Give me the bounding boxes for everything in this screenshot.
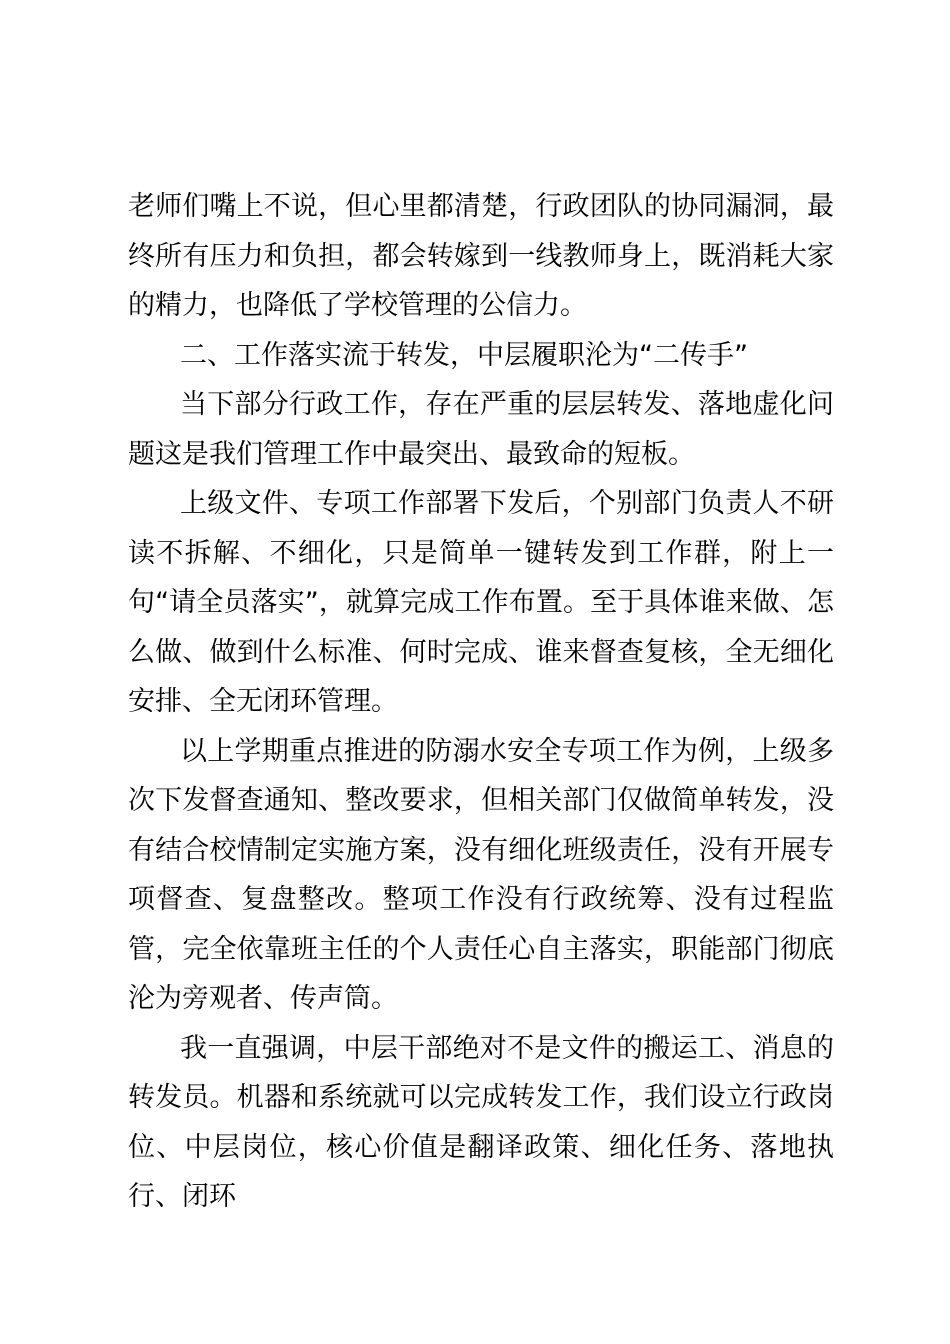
paragraph: 以上学期重点推进的防溺水安全专项工作为例，上级多次下发督查通知、整改要求，但相关部门仅做简单转发，没有结合校情制定实施方案，没有细化班级责任，没有开展专项督查、复盘整改。整项工作没有行政统筹、没有过程监管，完全依靠班主任的个人责任心自主落实，职能部门彻底沦为旁观者、传声筒。 (128, 735, 834, 1014)
paragraph: 当下部分行政工作，存在严重的层层转发、落地虚化问题这是我们管理工作中最突出、最致命的短板。 (128, 389, 834, 470)
section-heading: 二、工作落实流于转发，中层履职沦为“二传手” (180, 339, 748, 371)
paragraph: 我一直强调，中层干部绝对不是文件的搬运工、消息的转发员。机器和系统就可以完成转发工作，我们设立行政岗位、中层岗位，核心价值是翻译政策、细化任务、落地执行、闭环 (128, 1032, 834, 1212)
paragraph: 上级文件、专项工作部署下发后，个别部门负责人不研读不拆解、不细化，只是简单一键转发到工作群，附上一句“请全员落实”，就算完成工作布置。至于具体谁来做、怎么做、做到什么标准、何时完成、谁来督查复核，全无细化安排、全无闭环管理。 (128, 488, 834, 717)
paragraph-continuation: 老师们嘴上不说，但心里都清楚，行政团队的协同漏洞，最终所有压力和负担，都会转嫁到一线教师身上，既消耗大家的精力，也降低了学校管理的公信力。 (128, 191, 834, 321)
document-body (128, 182, 834, 1222)
